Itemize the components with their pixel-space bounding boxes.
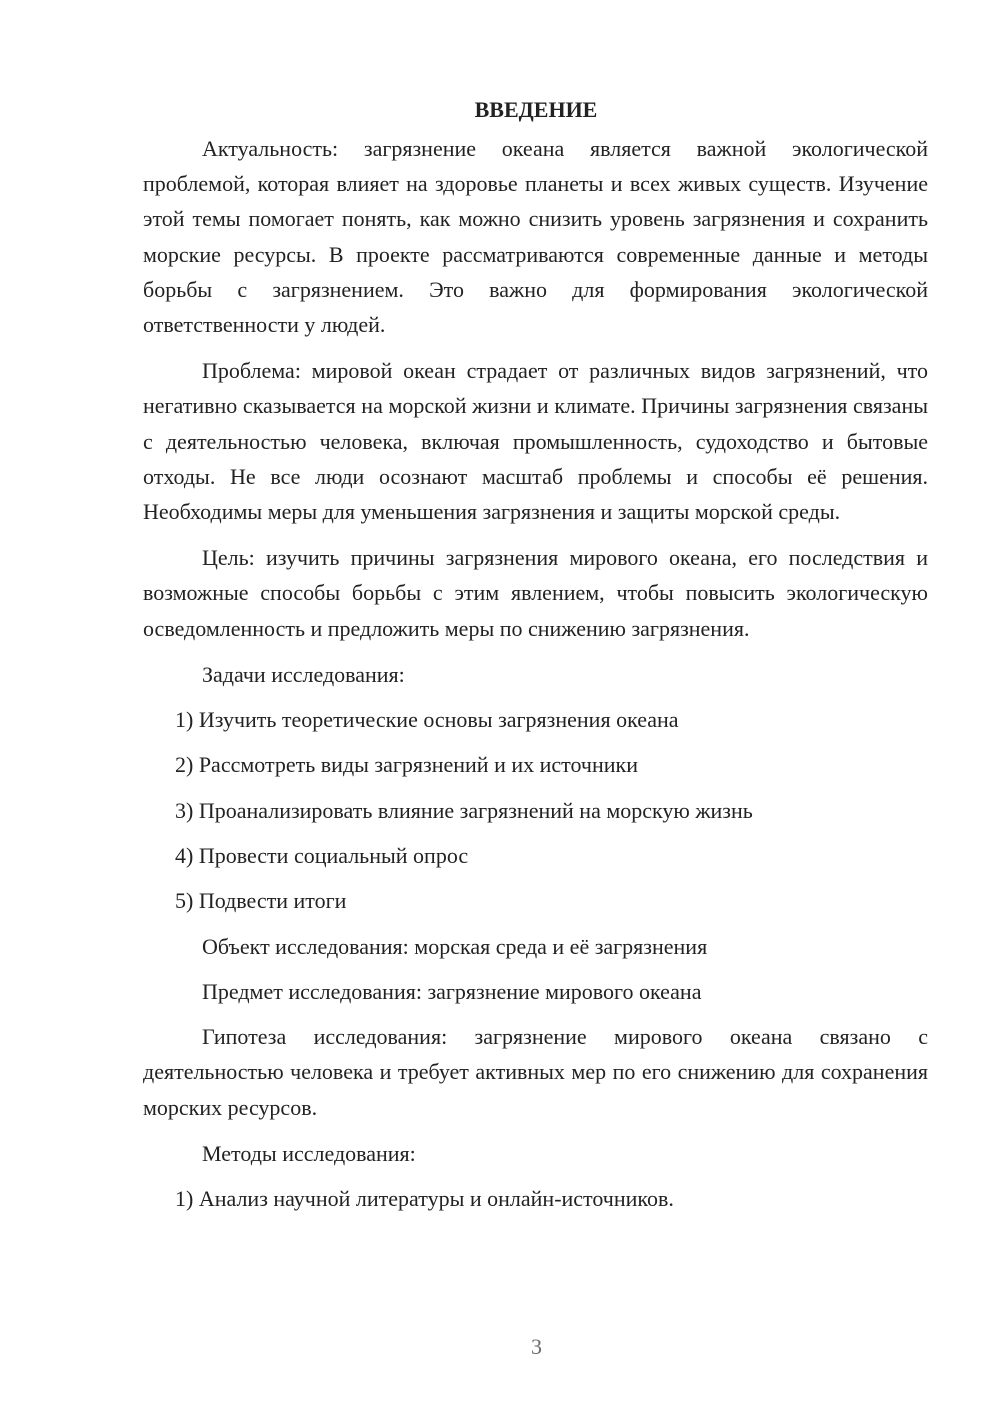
problem-paragraph: Проблема: мировой океан страдает от различных видов загрязнений, что негативно сказывается на морской жизни и климате. Причины загрязнения связаны с деятельностью человека, включая промышленность, судоходство и бытовые отходы. Не все люди осознают масштаб проблемы и способы её решения. Необходимы меры для уменьшения загрязнения и защиты морской среды.	[143, 358, 928, 525]
goal-paragraph: Цель: изучить причины загрязнения мирового океана, его последствия и возможные способы борьбы с этим явлением, чтобы повысить экологическую осведомленность и предложить меры по снижению загрязнения.	[143, 545, 928, 641]
hypothesis-paragraph: Гипотеза исследования: загрязнение мирового океана связано с деятельностью человека и требует активных мер по его снижению для сохранения морских ресурсов.	[143, 1024, 928, 1120]
task-item: 1) Изучить теоретические основы загрязнения океана	[175, 707, 679, 733]
tasks-list	[143, 702, 928, 918]
task-item: 2) Рассмотреть виды загрязнений и их источники	[175, 752, 638, 778]
page-content	[143, 92, 928, 1226]
research-object: Объект исследования: морская среда и её загрязнения	[202, 933, 708, 959]
method-item: 1) Анализ научной литературы и онлайн-источников.	[175, 1186, 674, 1212]
methods-title: Методы исследования:	[202, 1140, 416, 1166]
methods-list	[143, 1181, 928, 1216]
task-item: 4) Провести социальный опрос	[175, 843, 469, 869]
tasks-title: Задачи исследования:	[202, 661, 405, 687]
task-item: 3) Проанализировать влияние загрязнений на морскую жизнь	[175, 797, 753, 823]
page-number: 3	[531, 1334, 542, 1359]
relevance-paragraph: Актуальность: загрязнение океана является важной экологической проблемой, которая влияет на здоровье планеты и всех живых существ. Изучение этой темы помогает понять, как можно снизить уровень загрязнения и сохранить морские ресурсы. В проекте рассматриваются современные данные и методы борьбы с загрязнением. Это важно для формирования экологической ответственности у людей.	[143, 136, 928, 338]
section-heading: ВВЕДЕНИЕ	[474, 97, 598, 122]
task-item: 5) Подвести итоги	[175, 888, 347, 914]
research-subject: Предмет исследования: загрязнение мирового океана	[202, 978, 702, 1004]
